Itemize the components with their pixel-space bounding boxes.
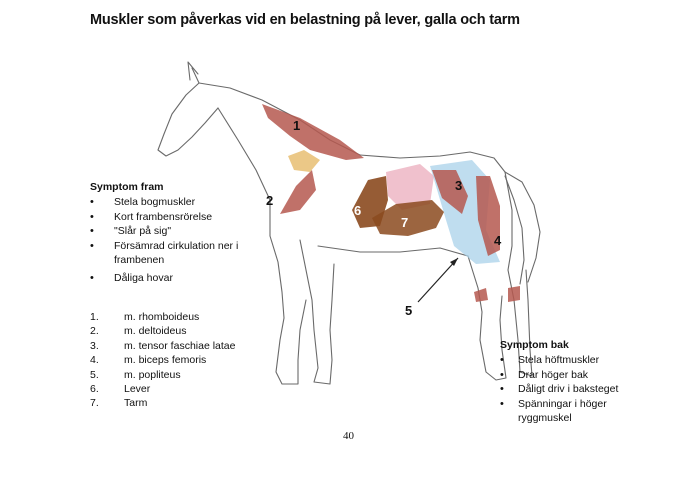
legend-text: m. popliteus [124,368,181,381]
symptom-bak-item: • Drar höger bak [500,368,690,382]
legend-number: 6. [90,383,99,396]
legend-number: 3. [90,339,99,352]
page-number: 40 [343,430,354,442]
muscle-rhomboideus [262,104,364,160]
symptom-bak-item: • Stela höftmuskler [500,353,690,367]
muscle-popliteus-left [474,288,488,302]
legend-row [90,382,290,396]
symptom-bak-heading: Symptom bak [500,339,569,351]
diagram-label-3: 3 [455,178,463,193]
symptom-fram-item: • Dåliga hovar [90,271,290,285]
legend-row [90,324,290,338]
symptom-fram-item: • Kort frambensrörelse [90,210,290,224]
legend-number: 7. [90,397,99,410]
legend-number: 2. [90,325,99,338]
fat-region [288,150,320,172]
legend-text: m. rhomboideus [124,311,200,323]
legend-text: m. tensor faschiae latae [124,339,236,352]
symptom-fram-section [90,180,290,286]
legend-row [90,353,290,367]
diagram-label-2: 2 [266,193,274,208]
diagram-label-6: 6 [354,203,362,218]
horse-outline-tail [505,172,540,284]
symptom-fram-item: • "Slår på sig" [90,224,290,238]
horse-outline-front-leg-2 [300,240,334,384]
diagram-label-4: 4 [494,233,502,248]
symptom-fram-item: • Försämrad cirkulation ner i frambenen [90,239,269,268]
symptom-fram-heading: Symptom fram [90,181,164,193]
diagram-label-7: 7 [401,215,409,230]
legend-number: 1. [90,311,99,323]
symptom-fram-item: • Stela bogmuskler [90,195,290,209]
muscle-popliteus-right [508,286,520,302]
legend-number: 4. [90,354,99,367]
symptom-bak-section [500,338,690,425]
legend-text: m. deltoideus [124,325,187,338]
muscle-legend [90,310,290,411]
legend-row [90,368,290,382]
horse-outline-belly [318,246,468,256]
page-title: Muskler som påverkas vid en belastning på lever, galla och tarm [90,12,520,28]
horse-outline-head [158,68,218,156]
legend-number: 5. [90,368,99,381]
symptom-bak-item: • Dåligt driv i baksteget [500,382,690,396]
legend-row [90,310,290,324]
legend-row [90,396,290,410]
label-5-arrow [418,258,458,302]
symptom-bak-item: • Spänningar i höger ryggmuskel [500,397,648,426]
legend-text: Lever [124,383,151,396]
legend-row [90,339,290,353]
diagram-label-1: 1 [293,118,301,133]
diagram-label-5: 5 [405,303,413,318]
legend-text: Tarm [124,397,148,410]
legend-text: m. biceps femoris [124,354,207,367]
